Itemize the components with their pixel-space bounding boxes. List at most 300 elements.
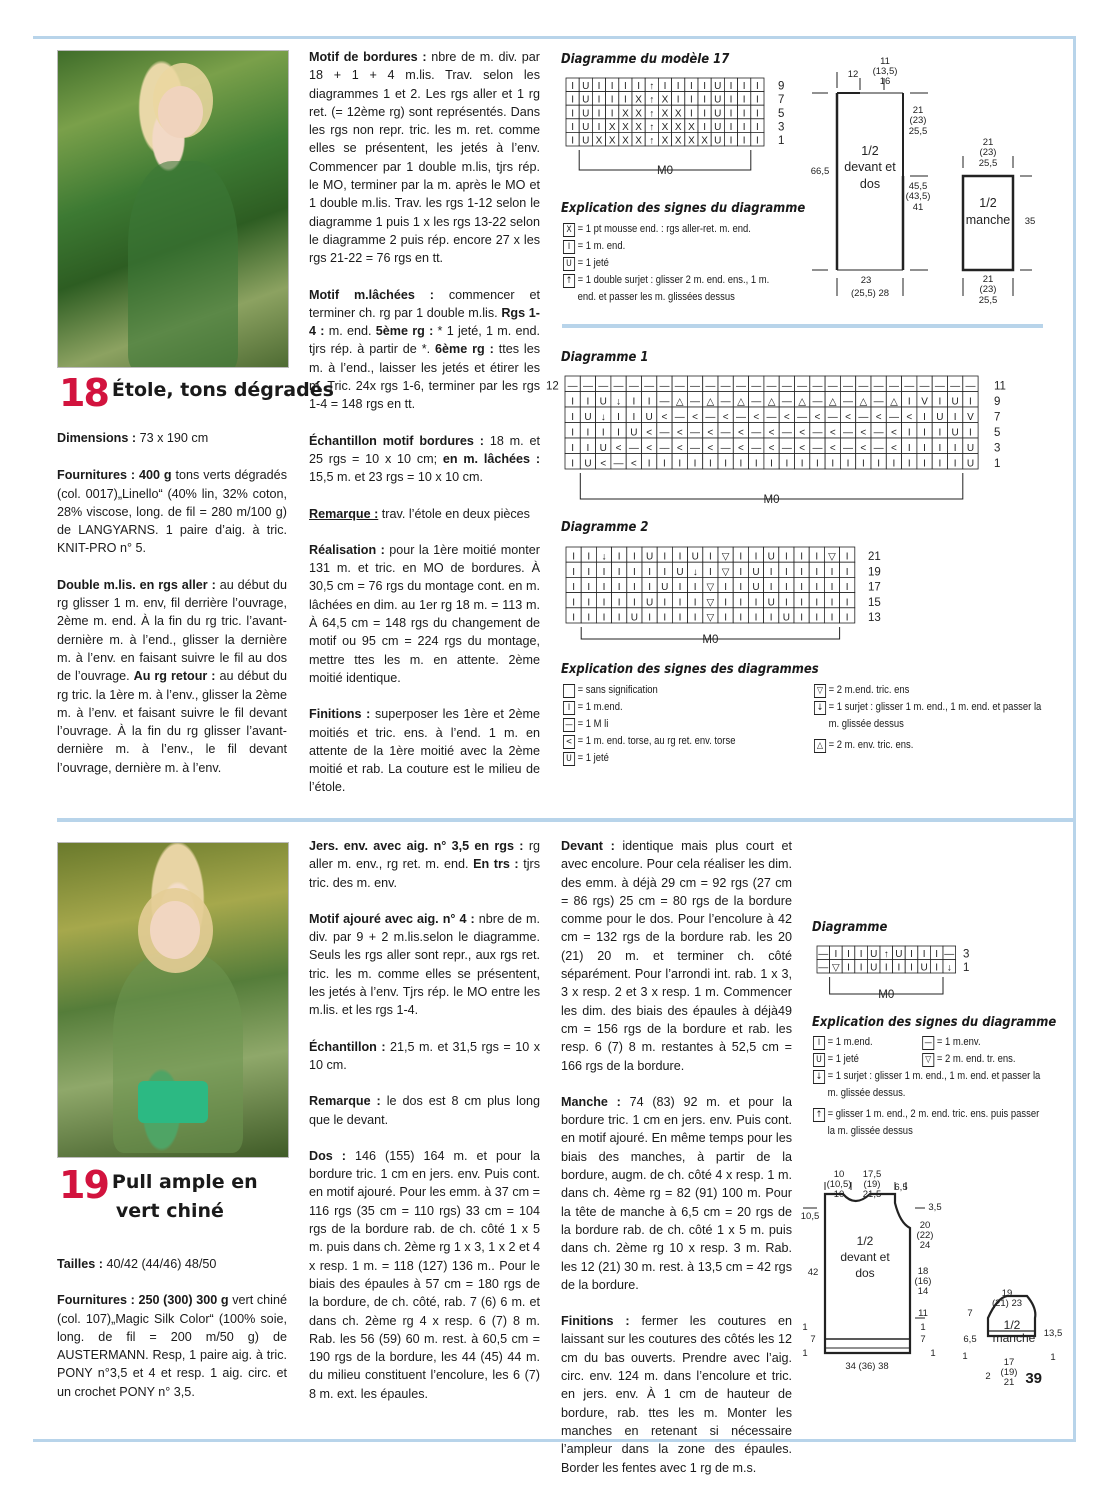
finitions-label: Finitions : xyxy=(309,707,371,722)
chart-row-label: 1 xyxy=(778,135,785,147)
chart-symbol: I xyxy=(648,566,651,578)
chart-symbol: < xyxy=(768,443,775,454)
manche-label: Manche : xyxy=(561,1094,621,1109)
chart-symbol: U xyxy=(870,962,878,974)
entrs-text: tjrs tric. des m. env. xyxy=(309,857,541,890)
chart-symbol: I xyxy=(633,566,636,578)
chart-symbol: I xyxy=(676,94,680,106)
stole-photo xyxy=(57,50,289,368)
sleeve17-label2: manche xyxy=(965,213,1011,227)
chart-symbol: — xyxy=(751,381,762,392)
chart-symbol: I xyxy=(800,597,803,609)
yarn-over-symbol-icon: U xyxy=(563,752,575,766)
chart-row-label: 21 xyxy=(868,551,881,564)
section-divider xyxy=(57,818,1073,822)
sleeve17-top1: 21 xyxy=(982,137,994,148)
chart-symbol: I xyxy=(830,597,834,609)
chart-symbol: I xyxy=(907,427,911,439)
chart-symbol: I xyxy=(845,612,849,624)
chart-symbol: △ xyxy=(828,396,837,408)
chart-symbol: I xyxy=(571,81,574,93)
chart-row-label: 3 xyxy=(963,948,970,961)
chart-symbol: U xyxy=(645,597,654,609)
chart-symbol: I xyxy=(693,612,697,624)
chart-symbol: I xyxy=(729,108,733,120)
chart-symbol: ↓ xyxy=(600,412,606,423)
chart-symbol: U xyxy=(767,597,775,609)
jers-text: rg aller m. env., rg ret. m. end. xyxy=(309,839,541,872)
s19-sl-left1: 7 xyxy=(967,1308,973,1319)
chart-symbol: — xyxy=(950,381,961,392)
chart-symbol: I xyxy=(830,582,834,594)
double-decrease-symbol-icon: ↑ xyxy=(813,1108,825,1122)
chart-symbol: — xyxy=(797,412,808,423)
chart-symbol: < xyxy=(707,427,714,439)
chart-symbol: I xyxy=(633,551,636,563)
diag2-title: Diagramme 2 xyxy=(561,520,649,535)
s19-left-c: 1 xyxy=(802,1348,808,1359)
echantillon-label: Échantillon motif bordures : xyxy=(309,433,484,448)
chart-symbol: I xyxy=(845,597,849,609)
pattern-19-col1 xyxy=(57,1255,287,1414)
chart-symbol: I xyxy=(690,94,693,106)
chart-mo-label: M0 xyxy=(878,989,895,1001)
chart-symbol: I xyxy=(897,962,901,974)
chart-symbol: — xyxy=(567,381,578,392)
manche-text: 74 (83) 92 m. et pour la bordure tric. 1 cm en jers. env. Puis cont. en motif ajouré. En même temps pour les biais des manches, à partir de la bordure, augm. de ch. côté 4 x resp. 1 m. dans ch. 4ème rg = 82 (91) 100 m. Pour la tête de manche à 6,5 cm = 20 rgs de la bordure rab. de ch. côté 1 x 5 m. puis dans ch. 2ème rg 10 x resp. 3 m. Rab. les 12 (21) 30 m. rest. à 13,5 cm = 42 rgs de la bordure. xyxy=(561,1094,792,1292)
s19-bottom: 34 (36) 38 xyxy=(845,1361,889,1372)
retour-text: au début du rg tric. la 1ère m. à l’env., glisser la 2ème m. à l’env. et faisant suivre le fil devant l’ouvrage. À la fin du rg glisser l’avant-dernière m. à l’env., le fil devant l’ouvrage, dernière m. à l’env. xyxy=(57,669,287,775)
chart-symbol: ↑ xyxy=(883,949,889,960)
chart-symbol: — xyxy=(720,381,731,392)
cross-symbol-icon: X xyxy=(563,223,575,237)
chart-symbol: I xyxy=(617,551,621,563)
chart-symbol: — xyxy=(613,458,624,470)
s19-sl-bottom1: 17 xyxy=(1003,1357,1015,1368)
realisation-label: Réalisation : xyxy=(309,542,385,557)
chart-symbol: X xyxy=(661,121,669,133)
chart-symbol: U xyxy=(645,412,653,423)
chart-symbol: I xyxy=(742,135,746,147)
chart-symbol: I xyxy=(678,597,682,609)
s19-body2: devant et xyxy=(840,1250,890,1264)
s19-sl-bottom2: (19) xyxy=(1000,1367,1018,1378)
entrs-label: En trs : xyxy=(473,857,519,872)
chart-symbol: I xyxy=(571,427,575,439)
chart-symbol: < xyxy=(646,443,653,454)
legend-text: = 1 m. end. torse, au rg ret. env. torse xyxy=(577,735,736,747)
knit-symbol-icon: I xyxy=(563,701,575,715)
chart-symbol: △ xyxy=(706,396,715,408)
chart-symbol: < xyxy=(845,412,851,423)
chart-symbol: I xyxy=(597,108,601,120)
legend-text: = 1 jeté xyxy=(577,257,609,269)
chart-symbol: I xyxy=(969,427,972,439)
chart-symbol: I xyxy=(633,597,636,609)
s19-sl-right2: 1 xyxy=(1050,1352,1056,1363)
chart-symbol: < xyxy=(829,443,836,454)
chart-symbol: U xyxy=(582,135,590,147)
diag1-grid xyxy=(546,376,1026,506)
expl19-legend xyxy=(813,1034,1043,1140)
s19-top-a2: (10,5) xyxy=(826,1179,852,1190)
chart-symbol: I xyxy=(729,121,733,133)
chart-symbol: U xyxy=(582,94,590,106)
s19-right3: 24 xyxy=(919,1240,931,1251)
legend-item xyxy=(563,733,735,750)
chart-symbol: △ xyxy=(675,396,684,408)
chart-symbol: U xyxy=(920,962,928,974)
chart-symbol: I xyxy=(676,81,680,93)
retour-label: Au rg retour : xyxy=(133,669,216,684)
rg6-text: ttes les m. à l’end., laisser les jetés et étirer les m. Tric. 24x rgs 1-6, terminer par les rgs 1-4 = 148 rgs en tt. xyxy=(309,342,540,412)
motif-bordures-label: Motif de bordures : xyxy=(309,50,427,64)
diagram-divider xyxy=(562,324,1043,328)
s19-sl-label2: manche xyxy=(992,1331,1036,1345)
chart-symbol: I xyxy=(830,566,834,578)
motif-lachees-label: Motif m.lâchées : xyxy=(309,287,434,302)
chart-symbol: I xyxy=(815,566,819,578)
chart-symbol: — xyxy=(674,412,685,423)
chart-symbol: X xyxy=(635,121,642,133)
jers-label: Jers. env. avec aig. n° 3,5 en rgs : xyxy=(309,839,524,853)
chart-symbol: I xyxy=(571,135,574,147)
k2tog-symbol-icon: ▽ xyxy=(814,684,826,698)
chart-symbol: I xyxy=(861,458,865,470)
chart-symbol: I xyxy=(845,582,849,594)
chart-symbol: < xyxy=(676,427,683,439)
sleeve17-bottom3: 25,5 xyxy=(978,295,998,306)
tailles-label: Tailles : xyxy=(57,1257,103,1271)
s19-sl-top2: (21) 23 xyxy=(991,1298,1023,1309)
chart-symbol: U xyxy=(714,108,722,120)
echantillon-label-2: en m. lâchées : xyxy=(442,451,541,466)
chart-symbol: I xyxy=(647,458,651,470)
chart-symbol: < xyxy=(753,412,760,423)
chart-symbol: — xyxy=(644,381,655,392)
s19-right1: 20 xyxy=(919,1220,931,1231)
legend-text: = glisser 1 m. end., 2 m. end. tric. ens. puis passer la m. glissée dessus xyxy=(827,1108,1040,1137)
legend-text: = sans signification xyxy=(577,684,658,696)
s19-top-a1: 10 xyxy=(833,1169,845,1180)
chart-symbol: I xyxy=(847,962,850,974)
chart-symbol: I xyxy=(923,458,926,470)
s19-left-top: 10,5 xyxy=(800,1211,820,1222)
chart-symbol: — xyxy=(751,443,762,454)
chart-symbol: I xyxy=(693,597,697,609)
chart-symbol: I xyxy=(923,412,926,423)
chart-symbol: < xyxy=(722,412,729,423)
chart-symbol: I xyxy=(690,81,693,93)
chart-symbol: I xyxy=(815,582,819,594)
chart-symbol: I xyxy=(756,108,759,120)
chart-symbol: < xyxy=(661,412,668,423)
echantillon-19-label: Échantillon : xyxy=(309,1039,386,1054)
chart-symbol: I xyxy=(624,81,627,93)
chart-symbol: < xyxy=(814,412,821,423)
schema17-top3: 16 xyxy=(879,76,891,87)
chart-symbol: I xyxy=(572,612,575,624)
schema17-body-2: devant et xyxy=(844,160,896,174)
schema17-left-side: 66,5 xyxy=(810,166,830,177)
s19-right-mid2: (16) xyxy=(914,1276,932,1287)
chart-symbol: ↓ xyxy=(692,566,698,578)
sleeve17-label1: 1/2 xyxy=(979,196,997,210)
chart-symbol: I xyxy=(785,566,788,578)
chart-symbol: — xyxy=(888,381,899,392)
chart-symbol: < xyxy=(692,412,698,423)
chart-symbol: I xyxy=(800,612,803,624)
chart-symbol: I xyxy=(845,566,849,578)
chart-symbol: U xyxy=(599,396,607,408)
chart-symbol: — xyxy=(659,443,670,454)
chart-symbol: I xyxy=(953,443,957,454)
legend-text: = 1 surjet : glisser 1 m. end., 1 m. end. et passer la m. glissée dessus. xyxy=(827,1070,1041,1099)
chart-symbol: < xyxy=(891,443,897,454)
schema17-right3: 25,5 xyxy=(908,126,928,137)
chart-symbol: I xyxy=(703,94,706,106)
schema17 xyxy=(800,50,1050,320)
chart-symbol: I xyxy=(756,81,759,93)
chart-row-label: 1 xyxy=(994,458,1001,470)
chart-symbol: I xyxy=(800,551,803,563)
schema17-top2: (13,5) xyxy=(872,66,898,77)
chart-symbol: I xyxy=(709,566,712,578)
motif-bordures-text: nbre de m. div. par 18 + 1 + 4 m.lis. Trav. selon les diagrammes 1 et 2. Les rgs aller et 1 rg ret. (= 12ème rg) sont représentés. Dans les rgs non repr. tric. les m. ret. comme elles se présentent, les jetés à l’env. Commencer par 1 double m.lis, tjrs rép. le MO, terminer par la m. après le MO et 1 double m.lis. Trav. les rgs 1-12 selon le diagramme 1 puis 1 x les rgs 13-22 selon le diagramme 2 puis rép. encore 27 x les rgs 21-22 = 76 rgs en tt. xyxy=(309,50,540,266)
s19-left-mid: 42 xyxy=(807,1267,819,1278)
schema17-bottom2: (25,5) 28 xyxy=(850,288,890,299)
chart-symbol: I xyxy=(632,412,636,423)
legend-text: = 1 double surjet : glisser 2 m. end. ens., 1 m. end. et passer les m. glissées dessus xyxy=(577,274,770,303)
chart-symbol: I xyxy=(617,597,621,609)
chart-symbol: X xyxy=(595,135,603,147)
chart-symbol: I xyxy=(739,597,743,609)
chart-symbol: < xyxy=(676,443,683,454)
chart-symbol: — xyxy=(873,427,884,439)
chart-symbol: I xyxy=(724,582,727,594)
s19-body1: 1/2 xyxy=(856,1234,874,1248)
chart-symbol: — xyxy=(751,427,762,439)
chart-symbol: X xyxy=(688,135,695,147)
chart-symbol: I xyxy=(923,427,926,439)
chart-symbol: I xyxy=(845,551,849,563)
chart-symbol: I xyxy=(617,566,621,578)
diag19-grid xyxy=(817,946,997,1006)
chart-symbol: ↓ xyxy=(616,396,622,408)
chart-symbol: U xyxy=(584,458,592,470)
expl-legend-left xyxy=(563,682,735,767)
chart-symbol: I xyxy=(678,582,682,594)
chart-symbol: — xyxy=(827,381,838,392)
chart-symbol: I xyxy=(617,612,621,624)
dos-text: 146 (155) 164 m. et pour la bordure tric. 1 cm en jers. env. Puis cont. en motif ajouré. Pour les emm. à 37 cm = 116 rgs (35 cm = 110 rgs) 33 cm = 104 rgs de la bordure rab. de ch. côté 1 x 5 m. puis dans ch. 2ème rg 1 x 3, 1 x 2 et 4 x resp. 1 m. = 118 (127) 136 m.. Pour le biais des épaules à 57 cm = 180 rgs de la bordure, de ch. côté, rab. 7 (6) 6 m. et dans ch. 2ème rg 4 x resp. 6 (7) 8 m. Rab. les 56 (59) 60 m. rest. à 60,5 cm = 190 rgs de la bordure, les 44 (45) 44 m. du milieu constituent l’encolure, les 6 (7) 8 m. ext. les épaules. xyxy=(309,1148,541,1401)
fournitures-qty: 400 g xyxy=(139,468,172,483)
chart-symbol: — xyxy=(720,443,731,454)
chart-symbol: I xyxy=(815,551,819,563)
chart-symbol: V xyxy=(921,396,928,408)
legend-item xyxy=(813,1051,1043,1068)
chart-symbol: I xyxy=(907,458,911,470)
sweater-photo xyxy=(57,842,289,1158)
chart-symbol: U xyxy=(951,427,959,439)
chart-symbol: I xyxy=(648,612,651,624)
chart-symbol: I xyxy=(587,551,591,563)
chart-symbol: ▽ xyxy=(706,597,715,609)
schema17-left-top: 12 xyxy=(847,69,859,80)
chart-symbol: I xyxy=(624,94,627,106)
legend-text: = 1 M li xyxy=(577,718,609,730)
chart-symbol: V xyxy=(967,412,974,423)
chart-symbol: I xyxy=(938,396,942,408)
chart-symbol: U xyxy=(661,582,669,594)
chart-symbol: < xyxy=(860,427,867,439)
fournitures-19-label: Fournitures : xyxy=(57,1293,135,1308)
chart-symbol: ↑ xyxy=(649,121,655,133)
chart-symbol: ▽ xyxy=(832,962,840,974)
chart-symbol: X xyxy=(622,135,629,147)
chart-symbol: I xyxy=(678,551,682,563)
chart-symbol: I xyxy=(610,108,614,120)
skp-symbol-icon: ↓ xyxy=(813,1070,825,1084)
chart-symbol: — xyxy=(659,396,670,408)
rg5-text: * 1 jeté, 1 m. end. tjrs rép. à partir de *. xyxy=(309,324,541,357)
s19-right2: (22) xyxy=(916,1230,934,1241)
chart-symbol: I xyxy=(910,949,913,960)
chart-symbol: — xyxy=(766,412,777,423)
chart-symbol: U xyxy=(752,582,760,594)
pattern-19-name xyxy=(112,1168,258,1226)
sleeve17-bottom2: (23) xyxy=(979,284,997,295)
chart-symbol: I xyxy=(678,612,682,624)
chart-symbol: I xyxy=(754,551,758,563)
s19-top-b2: (19) xyxy=(863,1179,881,1190)
chart-symbol: I xyxy=(953,412,957,423)
chart-symbol: I xyxy=(938,443,942,454)
yarn-over-symbol-icon: U xyxy=(813,1053,825,1067)
chart-symbol: I xyxy=(884,962,888,974)
double-lis-label: Double m.lis. en rgs aller : xyxy=(57,577,216,592)
chart-symbol: △ xyxy=(767,396,776,408)
legend-text: = 1 jeté xyxy=(577,752,609,764)
chart-symbol: I xyxy=(597,81,601,93)
legend-item xyxy=(563,272,787,306)
echantillon-text: 18 m. et 25 rgs = 10 x 10 cm; xyxy=(309,433,541,466)
chart-symbol: I xyxy=(663,458,666,470)
chart-symbol: — xyxy=(873,396,884,408)
chart-symbol: I xyxy=(709,551,712,563)
chart-symbol: U xyxy=(691,551,699,563)
chart-symbol: < xyxy=(891,427,897,439)
fournitures-text: tons verts dégradés (col. 0017)„Linello“ (40% lin, 32% coton, 28% viscose, long. de fil = 280 m/100 g) de LANGYARNS. 1 paire d’aig. à tric. KNIT-PRO n° 5. xyxy=(57,468,287,556)
chart-symbol: U xyxy=(966,443,975,454)
chart-symbol: I xyxy=(907,396,911,408)
chart-symbol: U xyxy=(752,566,760,578)
chart-symbol: U xyxy=(714,121,722,133)
schema17-body-1: 1/2 xyxy=(861,144,879,158)
chart-symbol: I xyxy=(663,551,667,563)
chart-symbol: < xyxy=(799,443,806,454)
legend-item xyxy=(813,1106,1043,1140)
chart-symbol: X xyxy=(661,108,669,120)
legend-item xyxy=(563,238,787,255)
chart-symbol: I xyxy=(742,108,746,120)
diag17-title: Diagramme du modèle 17 xyxy=(561,52,730,67)
chart-symbol: — xyxy=(735,381,746,392)
chart-symbol: I xyxy=(571,412,575,423)
s19-sl-bottom3: 21 xyxy=(1003,1377,1015,1388)
schema19 xyxy=(795,1168,1065,1393)
chart-symbol: — xyxy=(888,412,899,423)
chart-symbol: — xyxy=(818,962,829,974)
chart-symbol: △ xyxy=(859,396,868,408)
chart-mo-label: M0 xyxy=(763,494,780,506)
chart-symbol: I xyxy=(703,108,706,120)
chart-symbol: X xyxy=(635,108,642,120)
chart-symbol: I xyxy=(632,396,636,408)
chart-row-label: 7 xyxy=(778,94,785,107)
chart-symbol: — xyxy=(843,427,854,439)
chart-row-label: 12 xyxy=(546,380,559,393)
chart-row-label: 13 xyxy=(868,612,881,624)
purl-symbol-icon: — xyxy=(563,718,575,732)
fournitures-19-qty: 250 (300) 300 g xyxy=(138,1293,229,1308)
legend-item xyxy=(563,255,787,272)
pattern-19-col2 xyxy=(309,837,540,1416)
chart-symbol: U xyxy=(936,412,944,423)
chart-symbol: — xyxy=(827,412,838,423)
legend-text: = 2 m.end. tric. ens xyxy=(828,684,910,696)
chart-symbol: — xyxy=(858,412,869,423)
chart-symbol: ↑ xyxy=(649,81,655,93)
legend-item xyxy=(814,682,1044,699)
chart-symbol: I xyxy=(703,121,706,133)
chart-symbol: — xyxy=(781,381,792,392)
chart-symbol: I xyxy=(724,597,727,609)
chart-symbol: I xyxy=(769,566,773,578)
diag2-grid xyxy=(566,547,906,647)
chart-row-label: 3 xyxy=(994,442,1001,455)
chart-symbol: I xyxy=(572,566,575,578)
chart-symbol: — xyxy=(659,381,670,392)
chart-symbol: I xyxy=(739,582,743,594)
chart-row-label: 9 xyxy=(994,396,1001,408)
chart-symbol: X xyxy=(661,94,669,106)
chart-symbol: — xyxy=(628,443,639,454)
pattern-18-title xyxy=(59,371,334,415)
rgs14-text: m. end. xyxy=(328,324,372,339)
schema17-bottom1: 23 xyxy=(860,275,872,286)
motif-ajoure-text: nbre de m. div. par 9 + 2 m.lis.selon le diagramme. Seuls les rgs aller sont repr., aux rgs ret. tric. les m. comme elles se présentent, les jetés à l’env. Tjrs rép. le MO entre les m.lis. et les rgs 1-4. xyxy=(309,911,541,1018)
chart-symbol: I xyxy=(800,566,803,578)
s19-right-mid3: 14 xyxy=(917,1286,929,1297)
chart-symbol: I xyxy=(572,597,575,609)
chart-symbol: I xyxy=(923,443,926,454)
chart-symbol: — xyxy=(812,396,823,408)
chart-symbol: I xyxy=(800,458,804,470)
realisation-text: pour la 1ère moitié monter 131 m. et tric. en MO de bordures. À 30,5 cm = 76 rgs du montage cont. en m. lâchées en dim. au 1er rg 18 m. = 113 m. À 64,5 cm = 148 rgs du changement de motif ou 95 cm = 224 rgs du montage, mettre ttes les m. en attente. 2ème moitié identique. xyxy=(309,542,541,685)
finitions-19-text: fermer les coutures en laissant sur les coutures des côtés les 12 cm du bas ouverts. Prendre avec l’aig. circ. env. 124 m. dans l’encolure et tric. en jers. env. À 1 cm de hauteur de bordure, rab. ttes les m. Monter les manches en retenant si nécessaire l’ampleur dans la zone des épaules. Border les fentes avec 1 rg de m.s. xyxy=(561,1314,792,1475)
chart-symbol: < xyxy=(600,458,607,470)
chart-symbol: I xyxy=(617,412,620,423)
chart-symbol: — xyxy=(812,443,823,454)
pattern-18-col1 xyxy=(57,429,287,790)
sleeve17-top3: 25,5 xyxy=(978,158,998,169)
chart-symbol: U xyxy=(767,551,775,563)
chart-symbol: — xyxy=(812,381,823,392)
chart-symbol: — xyxy=(766,381,777,392)
chart-symbol: I xyxy=(610,81,614,93)
chart-symbol: X xyxy=(674,121,682,133)
